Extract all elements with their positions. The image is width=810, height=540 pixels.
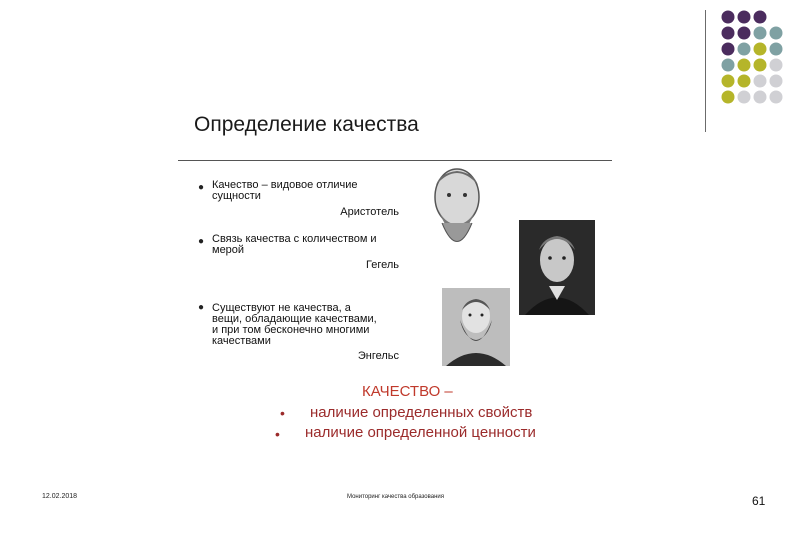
decorative-dot-grid — [720, 9, 800, 119]
decorative-dot — [754, 43, 767, 56]
footer-center-text: Мониторинг качества образования — [347, 494, 445, 500]
decorative-dot — [738, 11, 751, 24]
decorative-dot — [738, 59, 751, 72]
decorative-dot — [722, 11, 735, 24]
bullet-author-1: Аристотель — [340, 206, 399, 218]
definition-item-2: наличие определенной ценности — [305, 424, 536, 441]
engels-portrait-image — [442, 288, 510, 366]
bullet-author-3: Энгельс — [357, 350, 399, 362]
decorative-dot — [770, 27, 783, 40]
decorative-dot — [738, 75, 751, 88]
decorative-dot — [754, 59, 767, 72]
page-number: 61 — [752, 494, 766, 508]
bullet-marker: ● — [198, 182, 205, 193]
definition-bullet: • — [275, 426, 280, 442]
decorative-dot — [738, 43, 751, 56]
decorative-dot — [722, 59, 735, 72]
bullet-marker: ● — [198, 302, 205, 313]
slide-title: Определение качества — [194, 113, 419, 136]
decorative-dot — [722, 43, 735, 56]
decorative-dot — [722, 91, 735, 104]
bullet-text-1: Качество – видовое отличие сущности — [212, 179, 358, 202]
definition-item-1: наличие определенных свойств — [310, 404, 533, 421]
bullet-marker: ● — [198, 236, 205, 247]
decorative-dot — [770, 91, 783, 104]
footer-date: 12.02.2018 — [42, 493, 78, 500]
decorative-dot — [770, 43, 783, 56]
decorative-dot — [754, 75, 767, 88]
decorative-dot — [754, 91, 767, 104]
decorative-dot — [754, 11, 767, 24]
decorative-vertical-line — [705, 10, 706, 132]
definition-bullet: • — [280, 405, 285, 421]
decorative-dot — [770, 59, 783, 72]
decorative-dot — [770, 75, 783, 88]
aristotle-bust-image — [424, 163, 490, 260]
decorative-dot — [738, 27, 751, 40]
definition-heading: КАЧЕСТВО – — [362, 383, 453, 400]
decorative-dot — [722, 27, 735, 40]
bullet-text-2: Связь качества с количеством и мерой — [212, 233, 377, 256]
title-divider — [178, 160, 612, 161]
bullet-text-3: Существуют не качества, а вещи, обладающие качествами, и при том бесконечно многими качествами — [212, 302, 377, 347]
hegel-portrait-image — [519, 220, 595, 315]
decorative-dot — [722, 75, 735, 88]
decorative-dot — [738, 91, 751, 104]
decorative-dot — [754, 27, 767, 40]
bullet-author-2: Гегель — [365, 259, 399, 271]
